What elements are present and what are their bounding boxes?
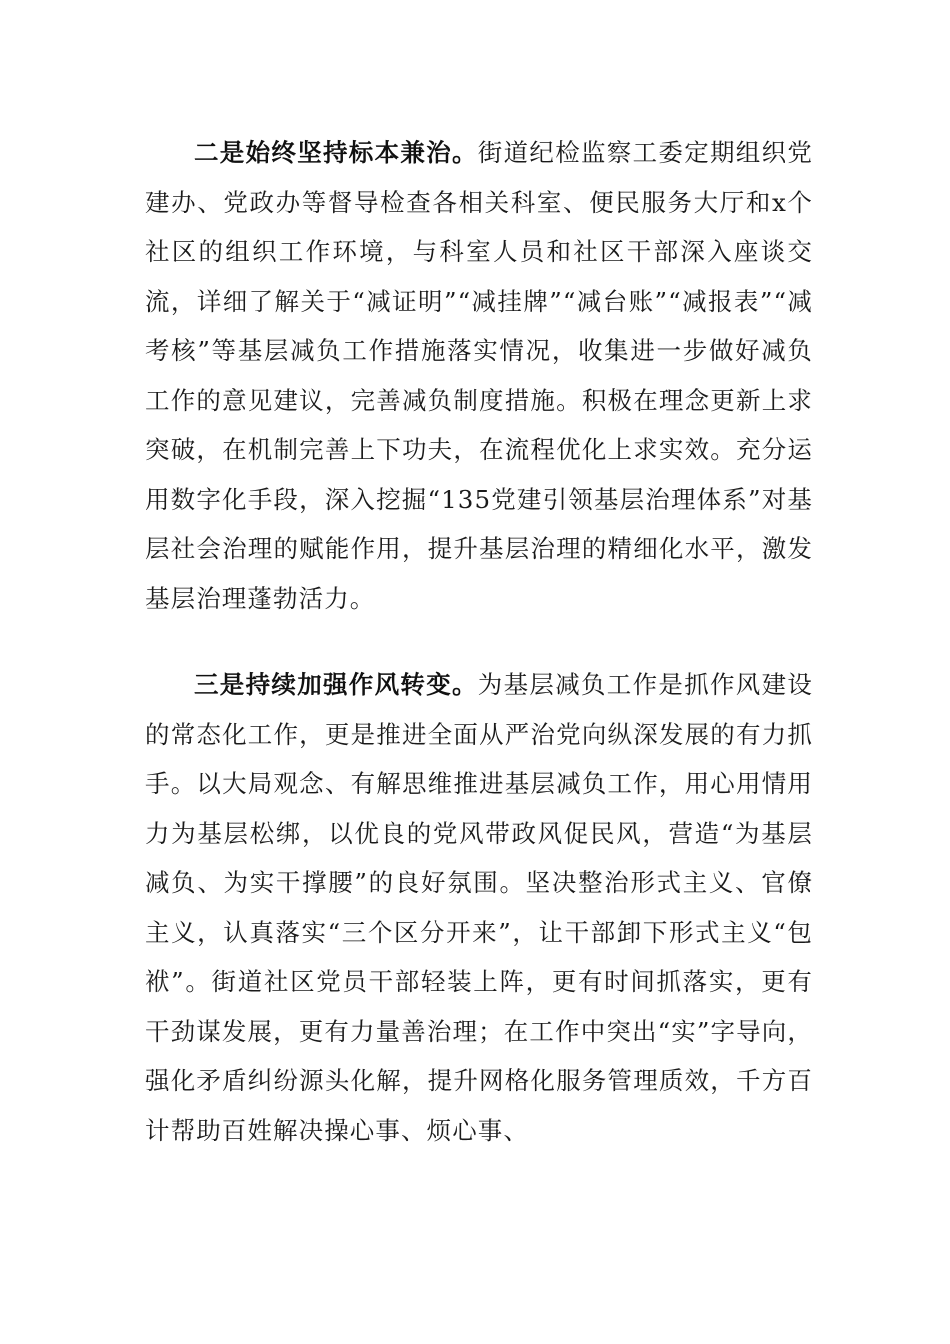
paragraph-body-text: 为基层减负工作是抓作风建设的常态化工作，更是推进全面从严治党向纵深发展的有力抓手。以大局观念、有解思维推进基层减负工作，用心用情用力为基层松绑，以优良的党风带政风促民风，营造“为基层减负、为实干撑腰”的良好氛围。坚决整治形式主义、官僚主义，认真落实“三个区分开来”，让干部卸下形式主义“包袱”。街道社区党员干部轻装上阵，更有时间抓落实，更有干劲谋发展，更有力量善治理；在工作中突出“实”字导向，强化矛盾纠纷源头化解，提升网格化服务管理质效，千方百计帮助百姓解决操心事、烦心事、 xyxy=(145,670,813,1145)
paragraph-lead-heading: 三是持续加强作风转变。 xyxy=(194,670,478,699)
paragraph-work-style xyxy=(145,660,813,1155)
paragraph-lead-heading: 二是始终坚持标本兼治。 xyxy=(194,138,478,167)
paragraph-standard-governance xyxy=(145,128,813,623)
paragraph-body-text: 街道纪检监察工委定期组织党建办、党政办等督导检查各相关科室、便民服务大厅和x个社区的组织工作环境，与科室人员和社区干部深入座谈交流，详细了解关于“减证明”“减挂牌”“减台账”“减报表”“减考核”等基层减负工作措施落实情况，收集进一步做好减负工作的意见建议，完善减负制度措施。积极在理念更新上求突破，在机制完善上下功夫，在流程优化上求实效。充分运用数字化手段，深入挖掘“135党建引领基层治理体系”对基层社会治理的赋能作用，提升基层治理的精细化水平，激发基层治理蓬勃活力。 xyxy=(145,138,813,613)
